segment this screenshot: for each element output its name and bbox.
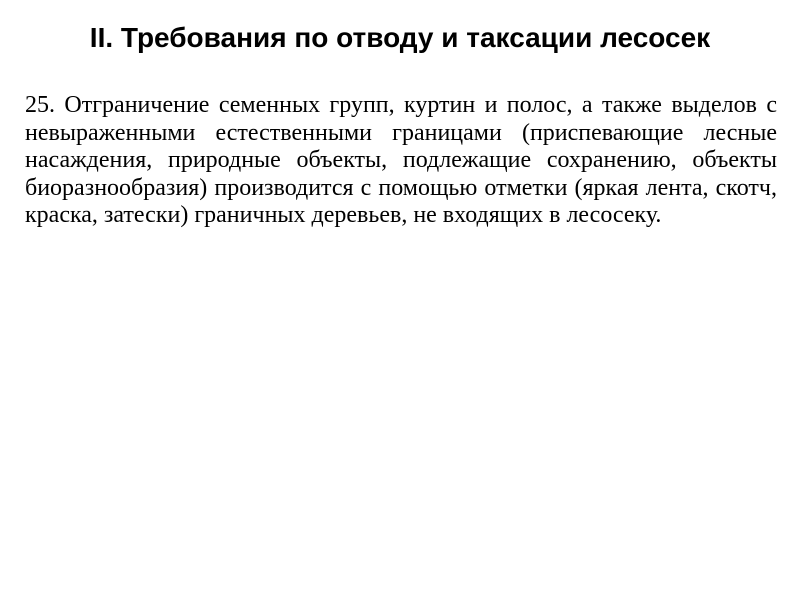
slide-title: II. Требования по отводу и таксации лесосек [89,22,711,53]
slide-paragraph: 25. Отграничение семенных групп, куртин и полос, а также выделов с невыраженными естественными границами (приспевающие лесные насаждения, природные объекты, подлежащие сохранению, объекты биоразнообразия) производится с помощью отметки (яркая лента, скотч, краска, затески) граничных деревьев, не входящих в лесосеку. [25,92,777,228]
